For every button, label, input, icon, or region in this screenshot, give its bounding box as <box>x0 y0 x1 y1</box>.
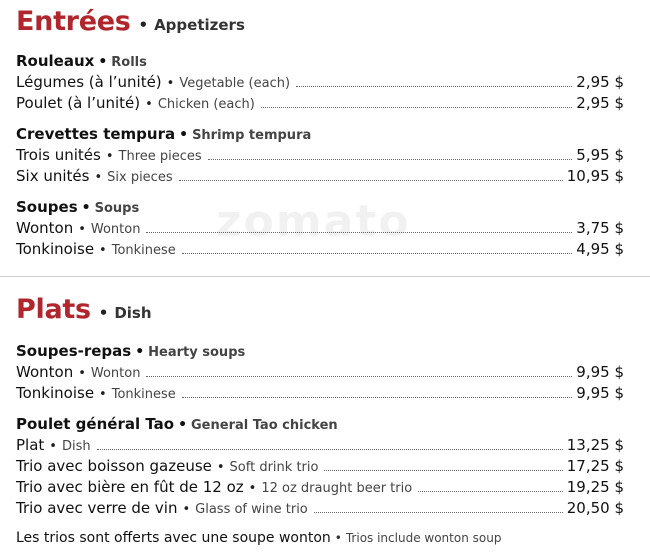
item-name-fr: Poulet (à l’unité) <box>16 94 141 112</box>
menu-group-general-tao <box>16 413 624 519</box>
group-separator: • <box>178 417 188 433</box>
menu-item <box>16 477 624 498</box>
group-name-en: Shrimp tempura <box>192 128 312 143</box>
menu-group-hearty-soups <box>16 340 624 404</box>
item-name-fr: Trio avec boisson gazeuse <box>16 457 212 475</box>
menu-item <box>16 166 624 187</box>
dishes-title: Plats <box>16 294 91 325</box>
heading-separator: • <box>138 16 149 34</box>
group-heading <box>16 413 624 435</box>
item-name-en: Wonton <box>90 222 141 237</box>
item-price: 13,25 $ <box>566 436 624 454</box>
item-price: 2,95 $ <box>576 94 624 112</box>
appetizers-title: Entrées <box>16 6 131 37</box>
group-name-fr: Crevettes tempura <box>16 125 176 143</box>
item-name-en: Tonkinese <box>111 387 176 402</box>
group-heading <box>16 50 624 72</box>
menu-group-rolls <box>16 50 624 114</box>
item-separator: • <box>99 387 107 402</box>
item-name-en: Chicken (each) <box>157 97 255 112</box>
item-name-en: Vegetable (each) <box>179 76 291 91</box>
dishes-heading <box>16 294 152 325</box>
item-name-fr: Wonton <box>16 219 74 237</box>
section-divider <box>0 276 650 277</box>
dishes-subtitle: Dish <box>114 304 152 322</box>
group-name-en: Rolls <box>111 55 147 70</box>
item-price: 10,95 $ <box>566 167 624 185</box>
group-separator: • <box>135 344 145 360</box>
appetizers-heading <box>16 6 245 37</box>
item-name-fr: Tonkinoise <box>16 240 95 258</box>
item-name-fr: Légumes (à l’unité) <box>16 73 162 91</box>
group-separator: • <box>179 127 189 143</box>
heading-separator: • <box>98 304 109 322</box>
item-name-fr: Trois unités <box>16 146 101 164</box>
item-price: 19,25 $ <box>566 478 624 496</box>
item-separator: • <box>248 481 257 496</box>
item-price: 3,75 $ <box>576 219 624 237</box>
group-separator: • <box>98 54 108 70</box>
item-name-en: Six pieces <box>107 170 173 185</box>
menu-item <box>16 362 624 383</box>
item-separator: • <box>99 243 107 258</box>
note-en: Trios include wonton soup <box>345 531 502 545</box>
item-separator: • <box>166 76 175 91</box>
dot-leader <box>418 490 563 492</box>
item-separator: • <box>105 149 114 164</box>
group-name-en: Soups <box>94 201 140 216</box>
item-name-fr: Wonton <box>16 363 74 381</box>
group-name-fr: Soupes-repas <box>16 342 132 360</box>
dot-leader <box>314 511 563 513</box>
item-name-en: Wonton <box>90 366 141 381</box>
item-price: 5,95 $ <box>576 146 624 164</box>
group-name-en: Hearty soups <box>148 345 246 360</box>
item-name-en: Soft drink trio <box>229 460 319 475</box>
item-name-en: Three pieces <box>118 149 202 164</box>
dot-leader <box>208 158 573 160</box>
item-price: 9,95 $ <box>576 363 624 381</box>
group-name-fr: Rouleaux <box>16 52 95 70</box>
group-heading <box>16 123 624 145</box>
dot-leader <box>182 252 572 254</box>
group-name-fr: Soupes <box>16 198 78 216</box>
dot-leader <box>179 179 563 181</box>
trio-note <box>16 526 501 549</box>
group-separator: • <box>81 200 91 216</box>
group-name-en: General Tao chicken <box>191 418 338 433</box>
menu-item <box>16 72 624 93</box>
menu-item <box>16 93 624 114</box>
item-separator: • <box>145 97 153 112</box>
menu-item <box>16 145 624 166</box>
item-separator: • <box>78 366 86 381</box>
appetizers-subtitle: Appetizers <box>154 16 245 34</box>
item-name-en: Glass of wine trio <box>195 502 308 517</box>
item-separator: • <box>182 502 191 517</box>
menu-item <box>16 383 624 404</box>
item-name-fr: Plat <box>16 436 45 454</box>
item-separator: • <box>216 460 225 475</box>
item-name-fr: Six unités <box>16 167 90 185</box>
item-name-fr: Trio avec bière en fût de 12 oz <box>16 478 244 496</box>
menu-item <box>16 456 624 477</box>
item-separator: • <box>78 222 86 237</box>
item-name-fr: Tonkinoise <box>16 384 95 402</box>
note-fr: Les trios sont offerts avec une soupe wonton <box>16 530 331 546</box>
note-separator: • <box>334 531 342 545</box>
item-price: 4,95 $ <box>576 240 624 258</box>
group-heading <box>16 340 624 362</box>
menu-item <box>16 498 624 519</box>
menu-item <box>16 435 624 456</box>
item-price: 20,50 $ <box>566 499 624 517</box>
item-price: 17,25 $ <box>566 457 624 475</box>
item-name-en: 12 oz draught beer trio <box>261 481 413 496</box>
menu-group-shrimp <box>16 123 624 187</box>
zomato-watermark: zomato <box>216 196 411 247</box>
dot-leader <box>324 469 562 471</box>
dot-leader <box>182 396 572 398</box>
group-name-fr: Poulet général Tao <box>16 415 175 433</box>
dot-leader <box>97 448 563 450</box>
item-name-fr: Trio avec verre de vin <box>16 499 178 517</box>
item-separator: • <box>49 439 57 454</box>
item-separator: • <box>94 170 103 185</box>
item-price: 2,95 $ <box>576 73 624 91</box>
item-price: 9,95 $ <box>576 384 624 402</box>
dot-leader <box>296 85 572 87</box>
item-name-en: Tonkinese <box>111 243 176 258</box>
dot-leader <box>261 106 572 108</box>
dot-leader <box>146 375 572 377</box>
item-name-en: Dish <box>61 439 91 454</box>
